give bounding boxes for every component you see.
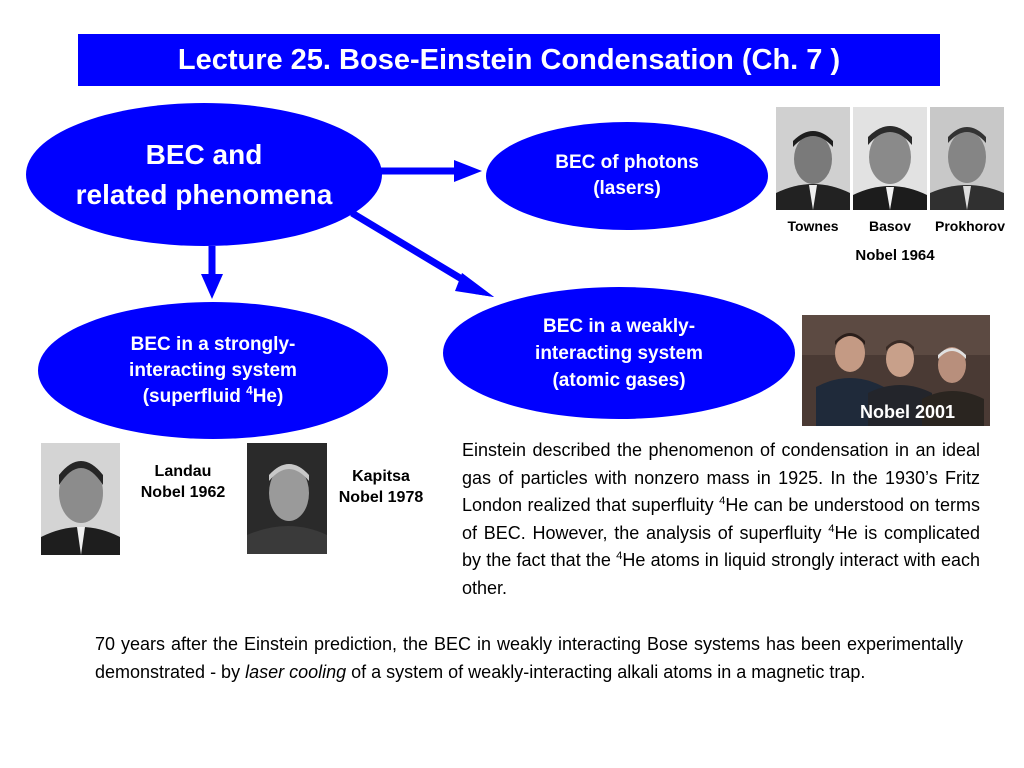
portrait-townes — [776, 107, 850, 210]
p1-a: Einstein described the phenomenon of condensation in an ideal gas of particles with nonzero mass in 1925. In the 1930’s Fritz London realized that superfluity — [462, 440, 980, 515]
label-kapitsa-name: Kapitsa — [352, 468, 410, 485]
node-strong-line3-post: He) — [252, 385, 284, 407]
node-strong-line2: interacting system — [129, 359, 297, 381]
label-landau-award: Nobel 1962 — [140, 484, 226, 501]
node-weak-line3: (atomic gases) — [552, 369, 686, 391]
arrow-to-weak — [352, 213, 494, 297]
node-weak-line2: interacting system — [535, 342, 703, 364]
label-nobel-2001: Nobel 2001 — [860, 402, 956, 422]
node-weak-line1: BEC in a weakly- — [542, 315, 696, 337]
p1-c: He is complicated by the fact that the — [462, 522, 980, 570]
slide-title: Lecture 25. Bose-Einstein Condensation (Ch. 7 ) — [78, 34, 940, 86]
label-basov: Basov — [868, 218, 912, 234]
node-main-line1: BEC and — [145, 138, 263, 170]
p1-b: He can be understood on terms of BEC. However, the analysis of superfluity — [462, 495, 980, 543]
node-bec-photons — [486, 122, 768, 230]
node-strong-line3 — [129, 384, 297, 410]
label-landau-name: Landau — [154, 463, 212, 480]
paragraph-history — [462, 437, 980, 602]
node-bec-weak — [443, 287, 795, 419]
node-strong-line1: BEC in a strongly- — [130, 333, 296, 355]
p1-sup2: 4 — [828, 522, 835, 535]
node-main-line2: related phenomena — [75, 178, 333, 210]
arrow-to-strong — [201, 246, 223, 299]
node-strong-sup: 4 — [246, 384, 253, 398]
paragraph-experiment — [95, 631, 963, 686]
p2-a: 70 years after the Einstein prediction, the BEC in weakly interacting Bose systems has been experimentally demonstrated - by — [95, 634, 963, 682]
node-bec-strong — [38, 302, 388, 439]
p2-b: of a system of weakly-interacting alkali atoms in a magnetic trap. — [346, 661, 866, 682]
portrait-landau — [41, 443, 120, 555]
p1-sup1: 4 — [719, 495, 726, 507]
node-photons-line1: BEC of photons — [555, 152, 699, 173]
node-bec-main — [26, 103, 382, 246]
label-prokhorov: Prokhorov — [934, 218, 1005, 234]
p1-sup3: 4 — [616, 550, 623, 562]
portrait-basov — [853, 107, 927, 210]
portrait-kapitsa — [247, 443, 327, 554]
label-kapitsa — [326, 466, 436, 508]
arrow-to-photons — [378, 160, 482, 182]
portrait-prokhorov — [930, 107, 1004, 210]
node-photons-line2: (lasers) — [593, 178, 661, 199]
node-strong-line3-pre: (superfluid — [142, 385, 247, 407]
label-nobel-1964: Nobel 1964 — [855, 247, 935, 264]
p2-em: laser cooling — [245, 661, 347, 682]
label-kapitsa-award: Nobel 1978 — [338, 489, 424, 506]
p1-d: He atoms in liquid strongly interact with each other. — [462, 550, 980, 598]
label-landau — [126, 461, 240, 503]
label-townes: Townes — [787, 218, 839, 234]
